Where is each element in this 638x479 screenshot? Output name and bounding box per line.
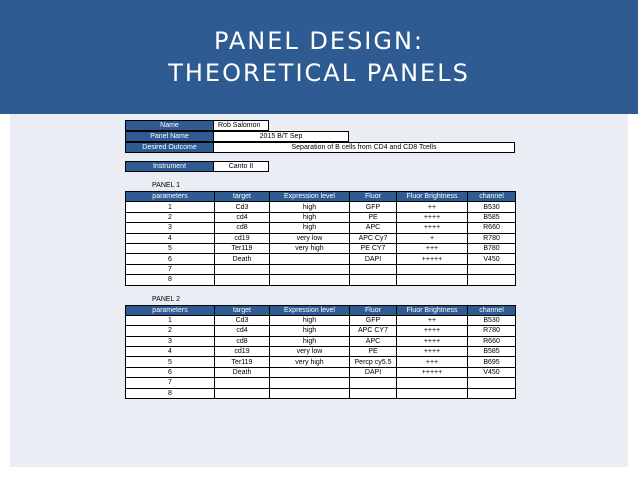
table-cell: Death xyxy=(215,254,270,264)
table-cell xyxy=(397,264,468,274)
table-cell xyxy=(350,378,397,388)
table-cell xyxy=(270,264,350,274)
table-cell: DAPI xyxy=(350,254,397,264)
column-header: target xyxy=(215,305,270,315)
table-cell: PE xyxy=(350,212,397,222)
table-cell: V450 xyxy=(468,367,516,377)
instrument-row xyxy=(125,161,515,172)
table-cell: very low xyxy=(270,233,350,243)
name-label: Name xyxy=(125,120,214,131)
table-cell: 2 xyxy=(126,212,215,222)
table-cell: B585 xyxy=(468,347,516,357)
table-cell: 2 xyxy=(126,326,215,336)
table-cell xyxy=(350,275,397,285)
table-cell: 8 xyxy=(126,275,215,285)
table-cell: APC Cy7 xyxy=(350,233,397,243)
outcome-value: Separation of B cells from CD4 and CD8 Tcells xyxy=(214,142,515,153)
table-cell: DAPI xyxy=(350,367,397,377)
table-cell: high xyxy=(270,315,350,325)
table-cell: 1 xyxy=(126,202,215,212)
table-row xyxy=(126,388,516,398)
table-cell xyxy=(397,378,468,388)
table-row xyxy=(126,275,516,285)
table-cell: cd4 xyxy=(215,326,270,336)
panel-name-row xyxy=(125,131,515,142)
table-cell xyxy=(468,275,516,285)
table-row xyxy=(126,264,516,274)
table-cell: B585 xyxy=(468,212,516,222)
table-cell: GFP xyxy=(350,315,397,325)
table-cell: B530 xyxy=(468,315,516,325)
table-cell: Death xyxy=(215,367,270,377)
column-header: Fluor xyxy=(350,192,397,202)
table-cell: cd19 xyxy=(215,347,270,357)
instrument-value: Canto II xyxy=(214,161,269,172)
table-cell xyxy=(468,264,516,274)
table-cell: 4 xyxy=(126,347,215,357)
table-cell: 6 xyxy=(126,367,215,377)
table-cell: 6 xyxy=(126,254,215,264)
table-cell: PE CY7 xyxy=(350,243,397,253)
table-cell: R780 xyxy=(468,326,516,336)
table-cell: R660 xyxy=(468,223,516,233)
column-header: target xyxy=(215,192,270,202)
table-cell: high xyxy=(270,202,350,212)
table-cell: APC CY7 xyxy=(350,326,397,336)
panel-name-value: 2015 B/T Sep xyxy=(214,131,349,142)
panel2-table xyxy=(125,305,516,400)
table-cell: Cd3 xyxy=(215,315,270,325)
column-header: Fluor Brightness xyxy=(397,192,468,202)
table-cell: APC xyxy=(350,223,397,233)
table-cell xyxy=(468,388,516,398)
column-header: channel xyxy=(468,305,516,315)
table-cell: Percp cy5.5 xyxy=(350,357,397,367)
table-cell xyxy=(215,264,270,274)
table-cell: B780 xyxy=(468,243,516,253)
table-cell: R660 xyxy=(468,336,516,346)
table-cell: high xyxy=(270,336,350,346)
table-cell: R780 xyxy=(468,233,516,243)
table-cell: ++++ xyxy=(397,223,468,233)
table-row xyxy=(126,243,516,253)
table-cell xyxy=(215,388,270,398)
table-row xyxy=(126,233,516,243)
table-row xyxy=(126,315,516,325)
table-cell xyxy=(397,275,468,285)
title-banner xyxy=(0,0,638,114)
table-cell xyxy=(468,378,516,388)
table-cell: 3 xyxy=(126,223,215,233)
table-cell xyxy=(215,275,270,285)
table-cell xyxy=(270,254,350,264)
table-cell: ++++ xyxy=(397,347,468,357)
instrument-label: Instrument xyxy=(125,161,214,172)
table-cell: very high xyxy=(270,357,350,367)
name-row xyxy=(125,120,515,131)
table-cell xyxy=(270,378,350,388)
table-cell: PE xyxy=(350,347,397,357)
table-cell: V450 xyxy=(468,254,516,264)
table-cell: cd8 xyxy=(215,223,270,233)
table-cell: high xyxy=(270,223,350,233)
table-cell: very high xyxy=(270,243,350,253)
table-row xyxy=(126,212,516,222)
table-cell: ++ xyxy=(397,202,468,212)
table-cell: Cd3 xyxy=(215,202,270,212)
table-cell: +++++ xyxy=(397,367,468,377)
table-cell: cd19 xyxy=(215,233,270,243)
table-cell xyxy=(215,378,270,388)
table-row xyxy=(126,326,516,336)
table-cell: GFP xyxy=(350,202,397,212)
slide-title-line1: PANEL DESIGN: xyxy=(213,27,425,55)
panel2-body xyxy=(126,315,516,398)
table-cell: B695 xyxy=(468,357,516,367)
table-row xyxy=(126,254,516,264)
table-cell: very low xyxy=(270,347,350,357)
column-header: parameters xyxy=(126,305,215,315)
table-cell: 1 xyxy=(126,315,215,325)
table-cell: cd8 xyxy=(215,336,270,346)
table-cell xyxy=(350,264,397,274)
column-header: channel xyxy=(468,192,516,202)
panel2-title: PANEL 2 xyxy=(152,295,181,303)
table-row xyxy=(126,367,516,377)
column-header: Expression level xyxy=(270,305,350,315)
table-cell: +++ xyxy=(397,243,468,253)
table-cell: 3 xyxy=(126,336,215,346)
table-row xyxy=(126,378,516,388)
table-cell: APC xyxy=(350,336,397,346)
column-header: Fluor Brightness xyxy=(397,305,468,315)
table-cell: 8 xyxy=(126,388,215,398)
table-cell: 5 xyxy=(126,243,215,253)
panel1-body xyxy=(126,202,516,285)
table-cell: ++++ xyxy=(397,336,468,346)
table-cell: +++++ xyxy=(397,254,468,264)
name-value: Rob Salomon xyxy=(214,120,269,131)
table-cell: high xyxy=(270,326,350,336)
panel1-title: PANEL 1 xyxy=(152,182,181,189)
outcome-row xyxy=(125,142,515,153)
table-cell: 7 xyxy=(126,378,215,388)
table-cell: ++ xyxy=(397,315,468,325)
table-cell: Ter119 xyxy=(215,243,270,253)
table-row xyxy=(126,336,516,346)
table-cell: B530 xyxy=(468,202,516,212)
panel1-header-row xyxy=(126,192,516,202)
column-header: parameters xyxy=(126,192,215,202)
table-cell: cd4 xyxy=(215,212,270,222)
column-header: Fluor xyxy=(350,305,397,315)
table-cell: ++++ xyxy=(397,326,468,336)
table-cell: 7 xyxy=(126,264,215,274)
outcome-label: Desired Outcome xyxy=(125,142,214,153)
panel1-table xyxy=(125,191,516,286)
slide-title-line2: THEORETICAL PANELS xyxy=(168,59,470,87)
spreadsheet xyxy=(125,120,515,399)
table-cell: 5 xyxy=(126,357,215,367)
table-cell: ++++ xyxy=(397,212,468,222)
table-cell xyxy=(270,388,350,398)
table-row xyxy=(126,202,516,212)
table-row xyxy=(126,223,516,233)
table-cell xyxy=(270,275,350,285)
panel-name-label: Panel Name xyxy=(125,131,214,142)
column-header: Expression level xyxy=(270,192,350,202)
table-cell xyxy=(397,388,468,398)
table-cell: +++ xyxy=(397,357,468,367)
table-cell: high xyxy=(270,212,350,222)
table-cell: Ter119 xyxy=(215,357,270,367)
table-cell: 4 xyxy=(126,233,215,243)
table-cell: + xyxy=(397,233,468,243)
panel2-header-row xyxy=(126,305,516,315)
table-cell xyxy=(350,388,397,398)
table-row xyxy=(126,347,516,357)
table-cell xyxy=(270,367,350,377)
table-row xyxy=(126,357,516,367)
